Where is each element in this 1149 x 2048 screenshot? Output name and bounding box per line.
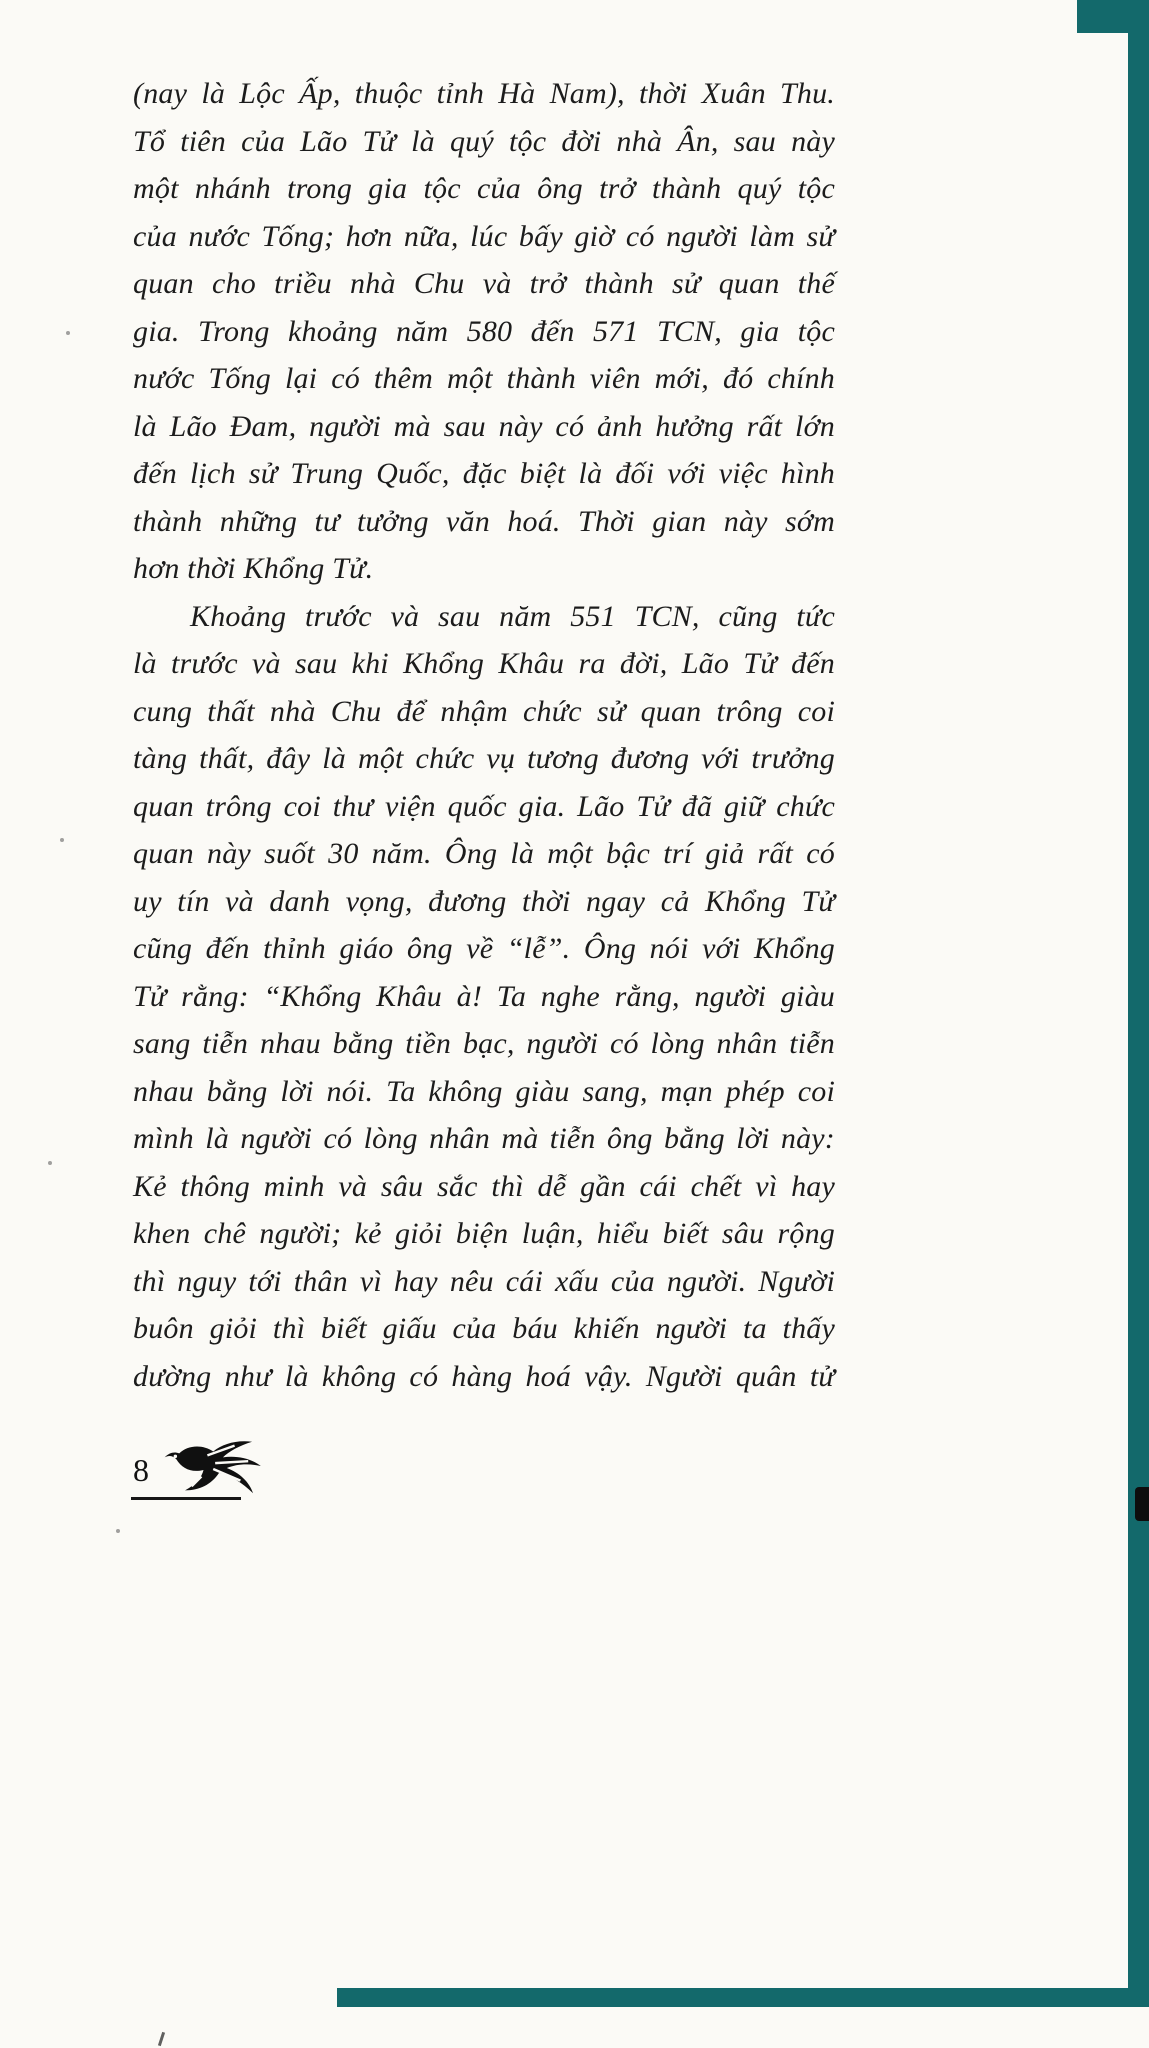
text-line: là Lão Đam, người mà sau này có ảnh hưởng rất lớn xyxy=(133,409,835,443)
text-line: Tổ tiên của Lão Tử là quý tộc đời nhà Ân, sau này xyxy=(133,124,835,158)
text-line: quan cho triều nhà Chu và trở thành sử quan thế xyxy=(133,267,835,300)
text-line: quan trông coi thư viện quốc gia. Lão Tử đã giữ chức xyxy=(133,789,835,823)
text-line: tàng thất, đây là một chức vụ tương đương với trưởng xyxy=(133,742,835,775)
text-line: hơn thời Khổng Tử. xyxy=(133,552,374,585)
book-cover-edge-bottom xyxy=(337,1988,1149,2007)
page-number: 8 xyxy=(133,1452,149,1488)
text-line: thành những tư tưởng văn hoá. Thời gian này sớm xyxy=(133,504,835,538)
text-line: nhau bằng lời nói. Ta không giàu sang, mạn phép coi xyxy=(133,1074,835,1108)
flying-bird-sketch-icon xyxy=(162,1434,280,1502)
text-line: mình là người có lòng nhân mà tiễn ông bằng lời này: xyxy=(133,1122,835,1155)
scan-speck xyxy=(116,1529,120,1533)
text-line: Khoảng trước và sau năm 551 TCN, cũng tức xyxy=(190,599,835,633)
text-line: gia. Trong khoảng năm 580 đến 571 TCN, gia tộc xyxy=(133,314,835,348)
text-line: của nước Tống; hơn nữa, lúc bấy giờ có người làm sử xyxy=(133,219,835,253)
text-line: buôn giỏi thì biết giấu của báu khiến người ta thấy xyxy=(133,1312,835,1345)
text-line: là trước và sau khi Khổng Khâu ra đời, Lão Tử đến xyxy=(133,647,835,680)
text-line: Tử rằng: “Khổng Khâu à! Ta nghe rằng, người giàu xyxy=(133,979,835,1013)
scan-mark xyxy=(158,2032,165,2046)
text-line: đến lịch sử Trung Quốc, đặc biệt là đối với việc hình xyxy=(133,457,835,490)
book-cover-edge-top xyxy=(1077,0,1149,33)
text-line: cũng đến thỉnh giáo ông về “lễ”. Ông nói với Khổng xyxy=(133,932,835,965)
text-line: khen chê người; kẻ giỏi biện luận, hiểu biết sâu rộng xyxy=(133,1217,835,1250)
text-line: quan này suốt 30 năm. Ông là một bậc trí giả rất có xyxy=(133,837,835,870)
text-line: một nhánh trong gia tộc của ông trở thành quý tộc xyxy=(133,172,835,205)
book-cover-edge-right xyxy=(1128,0,1149,2007)
scan-speck xyxy=(60,838,64,842)
text-line: cung thất nhà Chu để nhậm chức sử quan trông coi xyxy=(133,694,835,728)
text-line: nước Tống lại có thêm một thành viên mới, đó chính xyxy=(133,362,835,395)
text-line: thì nguy tới thân vì hay nêu cái xấu của người. Người xyxy=(133,1264,835,1298)
page-edge-mark xyxy=(1135,1487,1149,1521)
text-line: dường như là không có hàng hoá vậy. Người quân tử xyxy=(133,1359,835,1393)
text-line: uy tín và danh vọng, đương thời ngay cả Khổng Tử xyxy=(133,884,835,918)
text-line: Kẻ thông minh và sâu sắc thì dễ gần cái chết vì hay xyxy=(133,1169,835,1203)
text-line: (nay là Lộc Ấp, thuộc tỉnh Hà Nam), thời Xuân Thu. xyxy=(133,77,835,110)
body-text xyxy=(133,70,835,1400)
scan-speck xyxy=(66,331,70,335)
text-line: sang tiễn nhau bằng tiền bạc, người có lòng nhân tiễn xyxy=(133,1027,835,1060)
scan-speck xyxy=(48,1161,52,1165)
